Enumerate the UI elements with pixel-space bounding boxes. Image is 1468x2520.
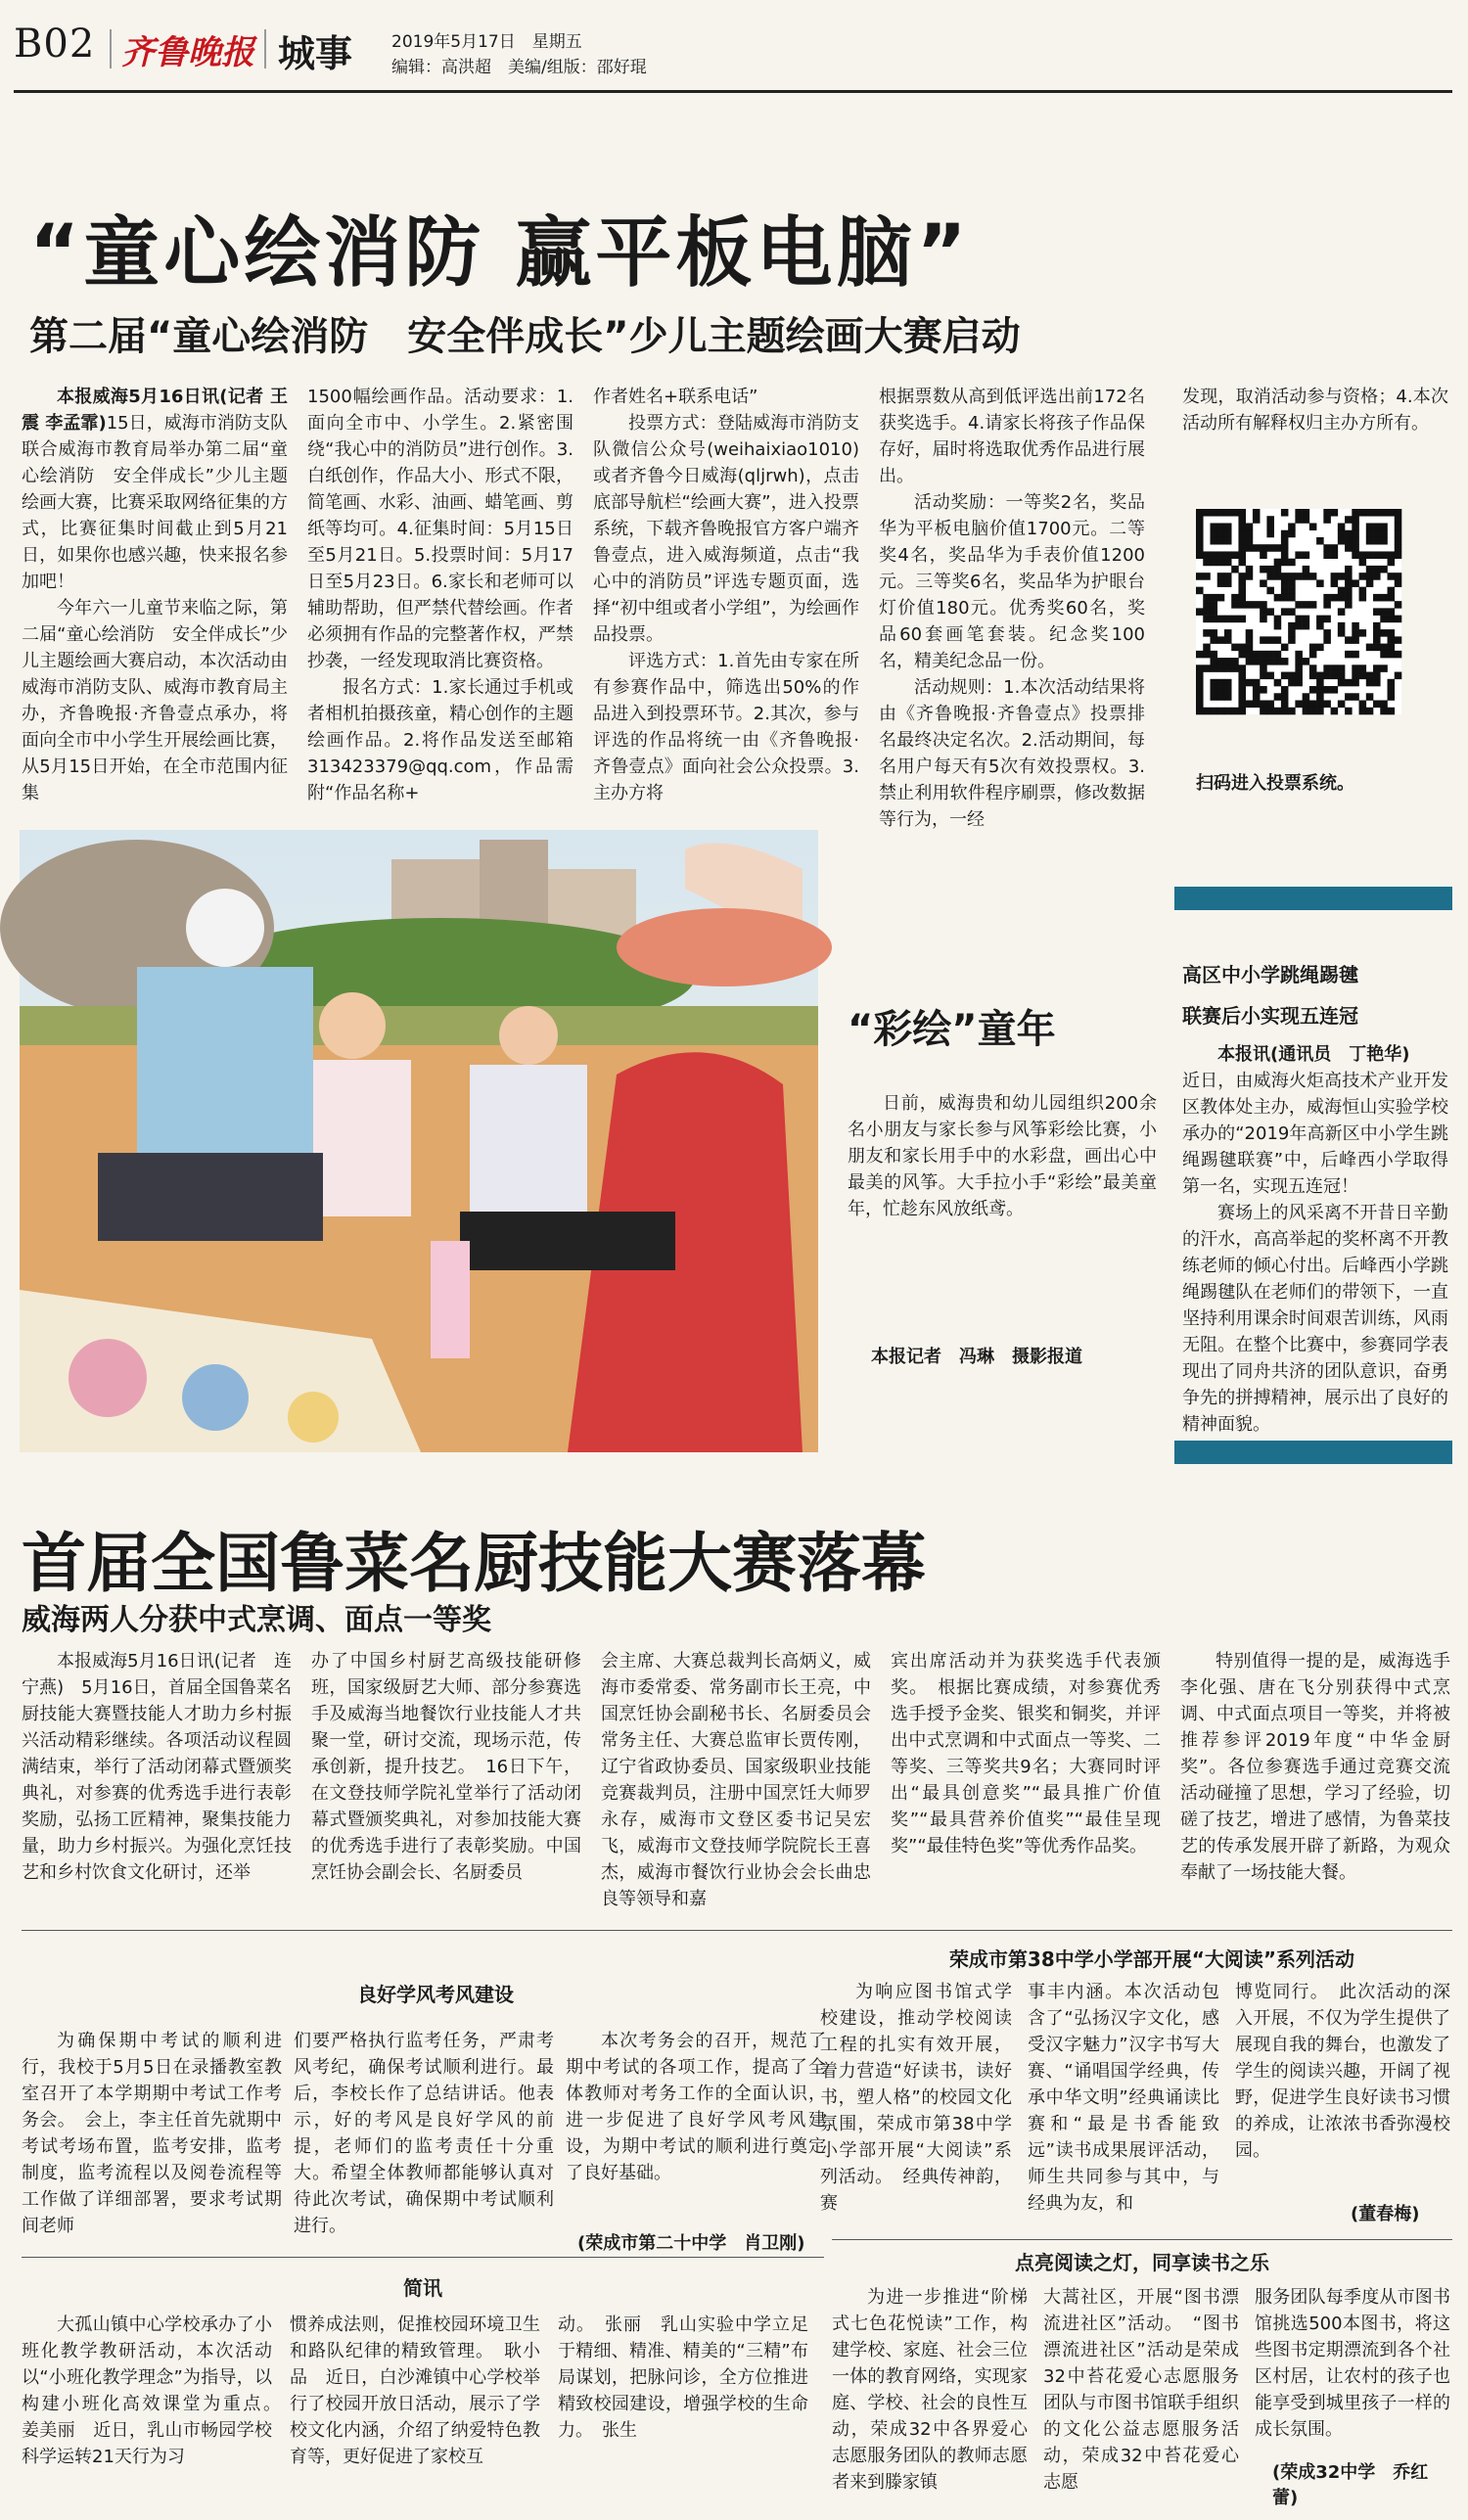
- article1-text: 15日，威海市消防支队联合威海市教育局举办第二届“童心绘消防 安全伴成长”少儿主题绘画大赛，比赛采取网络征集的方式，比赛征集时间截止到5月21日，如果你也感兴趣，快来报名参加吧！: [22, 413, 289, 592]
- article1-text: 投票方式：登陆威海市消防支队微信公众号(weihaixiao1010)或者齐鲁今日威海(qljrwh)，点击底部导航栏“绘画大赛”，进入投票系统，下载齐鲁晚报官方客户端齐鲁壹点，进入威海频道，点击“我心中的消防员”评选专题页面，选择“初中组或者小学组”，为绘画作品投票。: [593, 413, 859, 645]
- brief2-text: 事丰内涵。本次活动包含了“弘扬汉字文化，感受汉字魅力”汉字书写大赛、“诵唱国学经典，传承中华文明”经典诵读比赛和“最是书香能致远”读书成果展评活动，师生共同参与其中，与经典为友，和: [1028, 1982, 1219, 2214]
- photo-story-text: 日前，威海贵和幼儿园组织200余名小朋友与家长参与风筝彩绘比赛，小朋友和家长用手中的水彩盘，画出心中最美的风筝。大手拉小手“彩绘”最美童年，忙趁东风放纸鸢。: [848, 1093, 1157, 1219]
- brief3-col-3: [558, 2312, 808, 2513]
- article1-text: 活动奖励：一等奖2名，奖品华为平板电脑价值1700元。二等奖4名，奖品华为手表价值1200元。三等奖6名，奖品华为护眼台灯价值180元。优秀奖60名，奖品60套画笔套装。纪念奖100名，精美纪念品一份。: [879, 492, 1145, 671]
- sidebar-lead: 本报讯(通讯员 丁艳华): [1217, 1044, 1410, 1065]
- masthead-divider: [110, 29, 112, 69]
- brief1-text: 为确保期中考试的顺利进行，我校于5月5日在录播教室教室召开了本学期期中考试工作考务会。 会上，李主任首先就期中考试考场布置，监考安排，监考制度，监考流程以及阅卷流程等工作做了详细部署，要求考试期间老师: [22, 2031, 282, 2236]
- sidebar-bottom-bar: [1174, 1441, 1452, 1464]
- masthead-divider-2: [264, 29, 266, 69]
- photo-story-title: “彩绘”童年: [848, 1007, 1056, 1052]
- brief4-title: 点亮阅读之灯，同享读书之乐: [1015, 2251, 1269, 2274]
- article1-text: 发现，取消活动参与资格；4.本次活动所有解释权归主办方所有。: [1182, 387, 1448, 434]
- brief1-text: 本次考务会的召开，规范了期中考试的各项工作，提高了全体教师对考务工作的全面认识，进一步促进了良好学风考风建设，为期中考试的顺利进行奠定了良好基础。: [566, 2031, 826, 2183]
- briefs-top-rule: [22, 1930, 1452, 1931]
- brief1-text: 们要严格执行监考任务，严肃考风考纪，确保考试顺利进行。最后，李校长作了总结讲话。他表示，好的考风是良好学风的前提，老师们的监考责任十分重大。希望全体教师都能够认真对待此次考试，确保期中考试顺利进行。: [294, 2031, 554, 2236]
- paper-logo: 齐鲁晚报: [121, 33, 254, 72]
- article1-lead: 本报威海5月16日讯(记者 王震 李孟霏): [22, 387, 288, 434]
- brief1-col-1: [22, 2028, 282, 2274]
- article1-col-2: [307, 384, 573, 814]
- brief3-text: 动。 张丽 乳山实验中学立足于精细、精准、精美的“三精”布局谋划，把脉问诊，全方位推进精致校园建设，增强学校的生命力。 张生: [558, 2314, 808, 2441]
- brief1-credit: (荣成市第二十中学 肖卫刚): [577, 2233, 805, 2254]
- article2-text: 特别值得一提的是，威海选手李化强、唐在飞分别获得中式烹调、中式面点项目一等奖，并将被推荐参评2019年度“中华金厨奖”。各位参赛选手通过竞赛交流活动碰撞了思想，学习了经验，切磋了技艺，增进了感情，为鲁菜技艺的传承发展开辟了新路，为观众奉献了一场技能大餐。: [1180, 1651, 1450, 1883]
- brief1-col-3: [566, 2028, 826, 2223]
- sidebar-text: 近日，由威海火炬高技术产业开发区教体处主办，威海恒山实验学校承办的“2019年高新区中小学生跳绳踢毽联赛”中，后峰西小学取得第一名，实现五连冠！: [1182, 1071, 1448, 1197]
- article1-text: 1500幅绘画作品。活动要求：1.面向全市中、小学生。2.紧密围绕“我心中的消防员”进行创作。3.白纸创作，作品大小、形式不限，简笔画、水彩、油画、蜡笔画、剪纸等均可。4.征集时间：5月15日至5月21日。5.投票时间：5月17日至5月23日。6.家长和老师可以辅助帮助，但严禁代替绘画。作者必须拥有作品的完整著作权，严禁抄袭，一经发现取消比赛资格。: [307, 387, 573, 671]
- issue-date: 2019年5月17日 星期五: [391, 32, 582, 52]
- article2-col-1: [22, 1648, 292, 1922]
- sidebar-title-1: 高区中小学跳绳踢毽: [1182, 963, 1358, 986]
- brief3-title: 简讯: [403, 2276, 442, 2300]
- brief4-col-1: [832, 2284, 1028, 2515]
- article2-col-2: [311, 1648, 581, 1922]
- article1-col-1: [22, 384, 288, 814]
- masthead-rule: [14, 90, 1452, 93]
- brief2-col-3: [1235, 1979, 1450, 2204]
- brief1-col-2: [294, 2028, 554, 2274]
- qr-caption: 扫码进入投票系统。: [1196, 773, 1354, 794]
- article2-subheadline: 威海两人分获中式烹调、面点一等奖: [22, 1603, 491, 1637]
- brief4-col-2: [1043, 2284, 1239, 2515]
- brief2-col-1: [820, 1979, 1012, 2223]
- article2-headline: 首届全国鲁菜名厨技能大赛落幕: [22, 1526, 926, 1601]
- brief3-col-2: [290, 2312, 540, 2513]
- brief4-col-3: [1255, 2284, 1450, 2460]
- brief2-title: 荣成市第38中学小学部开展“大阅读”系列活动: [948, 1947, 1355, 1971]
- section-name: 城事: [278, 32, 353, 75]
- article1-col-3: [593, 384, 859, 814]
- article1-subheadline: 第二届“童心绘消防 安全伴成长”少儿主题绘画大赛启动: [29, 314, 1021, 359]
- brief2-text: 为响应图书馆式学校建设，推动学校阅读工程的扎实有效开展，着力营造“好读书，读好书，塑人格”的校园文化氛围，荣成市第38中学小学部开展“大阅读”系列活动。 经典传神韵，赛: [820, 1982, 1012, 2214]
- article1-text: 作者姓名+联系电话”: [593, 387, 758, 407]
- brief3-top-rule: [22, 2257, 824, 2258]
- brief4-top-rule: [832, 2239, 1452, 2240]
- article1-headline: “童心绘消防 赢平板电脑”: [29, 209, 971, 298]
- article1-text: 报名方式：1.家长通过手机或者相机拍摄孩童，精心创作的主题绘画作品。2.将作品发送至邮箱313423379@qq.com，作品需附“作品名称+: [307, 677, 573, 803]
- brief2-col-2: [1028, 1979, 1219, 2223]
- article2-text: 本报威海5月16日讯(记者 连宁燕) 5月16日，首届全国鲁菜名厨技能大赛暨技能人才助力乡村振兴活动精彩继续。各项活动议程圆满结束，举行了活动闭幕式暨颁奖典礼，对参赛的优秀选手进行表彰奖励，弘扬工匠精神，聚集技能力量，助力乡村振兴。为强化烹饪技艺和乡村饮食文化研讨，还举: [22, 1651, 292, 1883]
- sidebar-top-bar: [1174, 887, 1452, 910]
- article1-col-4: [879, 384, 1145, 830]
- sidebar-body: [1182, 1041, 1448, 1435]
- article1-col-5: [1182, 384, 1448, 472]
- kite-painting-photo: [20, 830, 818, 1452]
- brief4-text: 大蒿社区，开展“图书漂流进社区”活动。 “图书漂流进社区”活动是荣成32中苔花爱心志愿服务团队与市图书馆联手组织的文化公益志愿服务活动，荣成32中苔花爱心志愿: [1043, 2287, 1239, 2493]
- sidebar-text: 赛场上的风采离不开昔日辛勤的汗水，高高举起的奖杯离不开教练老师的倾心付出。后峰西小学跳绳踢毽队在老师们的带领下，一直坚持利用课余时间艰苦训练，风雨无阻。在整个比赛中，参赛同学表现出了同舟共济的团队意识，奋勇争先的拼搏精神，展示出了良好的精神面貌。: [1182, 1203, 1448, 1435]
- brief4-credit: (荣成32中学 乔红蕾): [1272, 2462, 1429, 2508]
- brief2-text: 博览同行。 此次活动的深入开展，不仅为学生提供了展现自我的舞台，也激发了学生的阅读兴趣，开阔了视野，促进学生良好读书习惯的养成，让浓浓书香弥漫校园。: [1235, 1982, 1450, 2161]
- photo-story-credit: 本报记者 冯琳 摄影报道: [871, 1347, 1082, 1367]
- sidebar-title-2: 联赛后小实现五连冠: [1182, 1004, 1358, 1028]
- brief1-title: 良好学风考风建设: [357, 1983, 514, 2006]
- photo-story-body: [848, 1090, 1157, 1315]
- editor-credits: 编辑：高洪超 美编/组版：邵好琨: [391, 58, 647, 77]
- article2-text: 宾出席活动并为获奖选手代表颁奖。 根据比赛成绩，对参赛优秀选手授予金奖、银奖和铜奖，并评出中式烹调和中式面点一等奖、二等奖、三等奖共9名；大赛同时评出“最具创意奖”“最具推广价值奖”“最具营养价值奖”“最佳呈现奖”“最佳特色奖”等优秀作品奖。: [891, 1651, 1161, 1856]
- article1-text: 今年六一儿童节来临之际，第二届“童心绘消防 安全伴成长”少儿主题绘画大赛启动，本次活动由威海市消防支队、威海市教育局主办，齐鲁晚报·齐鲁壹点承办，将面向全市中小学生开展绘画比赛，从5月15日开始，在全市范围内征集: [22, 598, 288, 803]
- page-number: B02: [14, 22, 96, 67]
- brief2-credit: (董春梅): [1351, 2204, 1420, 2224]
- article2-col-5: [1180, 1648, 1450, 1922]
- qr-code[interactable]: [1196, 509, 1401, 714]
- article2-text: 会主席、大赛总裁判长高炳义，威海市委常委、常务副市长王亮，中国烹饪协会副秘书长、名厨委员会常务主任、大赛总监审长贾传刚，辽宁省政协委员、国家级职业技能竞赛裁判员，注册中国烹饪大师罗永存，威海市文登区委书记吴宏飞，威海市文登技师学院院长王喜杰，威海市餐饮行业协会会长曲忠良等领导和嘉: [601, 1651, 871, 1909]
- article2-col-3: [601, 1648, 871, 1922]
- brief3-text: 惯养成法则，促推校园环境卫生和路队纪律的精致管理。 耿小品 近日，白沙滩镇中心学校举行了校园开放日活动，展示了学校文化内涵，介绍了纳爱特色教育等，更好促进了家校互: [290, 2314, 540, 2467]
- article1-text: 活动规则：1.本次活动结果将由《齐鲁晚报·齐鲁壹点》投票排名最终决定名次。2.活动期间，每名用户每天有5次有效投票权。3.禁止利用软件程序刷票，修改数据等行为，一经: [879, 677, 1145, 830]
- brief3-text: 大孤山镇中心学校承办了小班化教学教研活动，本次活动以“小班化教学理念”为指导，以构建小班化高效课堂为重点。 姜美丽 近日，乳山市畅园学校科学运转21天行为习: [22, 2314, 290, 2467]
- article1-text: 评选方式：1.首先由专家在所有参赛作品中，筛选出50%的作品进入到投票环节。2.其次，参与评选的作品将统一由《齐鲁晚报·齐鲁壹点》面向社会公众投票。3.主办方将: [593, 651, 859, 803]
- brief4-text: 服务团队每季度从市图书馆挑选500本图书，将这些图书定期漂流到各个社区村居，让农村的孩子也能享受到城里孩子一样的成长氛围。: [1255, 2287, 1450, 2440]
- article1-text: 根据票数从高到低评选出前172名获奖选手。4.请家长将孩子作品保存好，届时将选取优秀作品进行展出。: [879, 387, 1145, 486]
- brief3-col-1: [22, 2312, 290, 2513]
- brief4-text: 为进一步推进“阶梯式七色花悦读”工作，构建学校、家庭、社会三位一体的教育网络，实现家庭、学校、社会的良性互动，荣成32中各界爱心志愿服务团队的教师志愿者来到滕家镇: [832, 2287, 1028, 2493]
- article2-col-4: [891, 1648, 1161, 1922]
- article2-text: 办了中国乡村厨艺高级技能研修班，国家级厨艺大师、部分参赛选手及威海当地餐饮行业技能人才共聚一堂，研讨交流，现场示范，传承创新，提升技艺。 16日下午，在文登技师学院礼堂举行了活动闭幕式暨颁奖典礼，对参加技能大赛的优秀选手进行了表彰奖励。中国烹饪协会副会长、名厨委员: [311, 1651, 581, 1883]
